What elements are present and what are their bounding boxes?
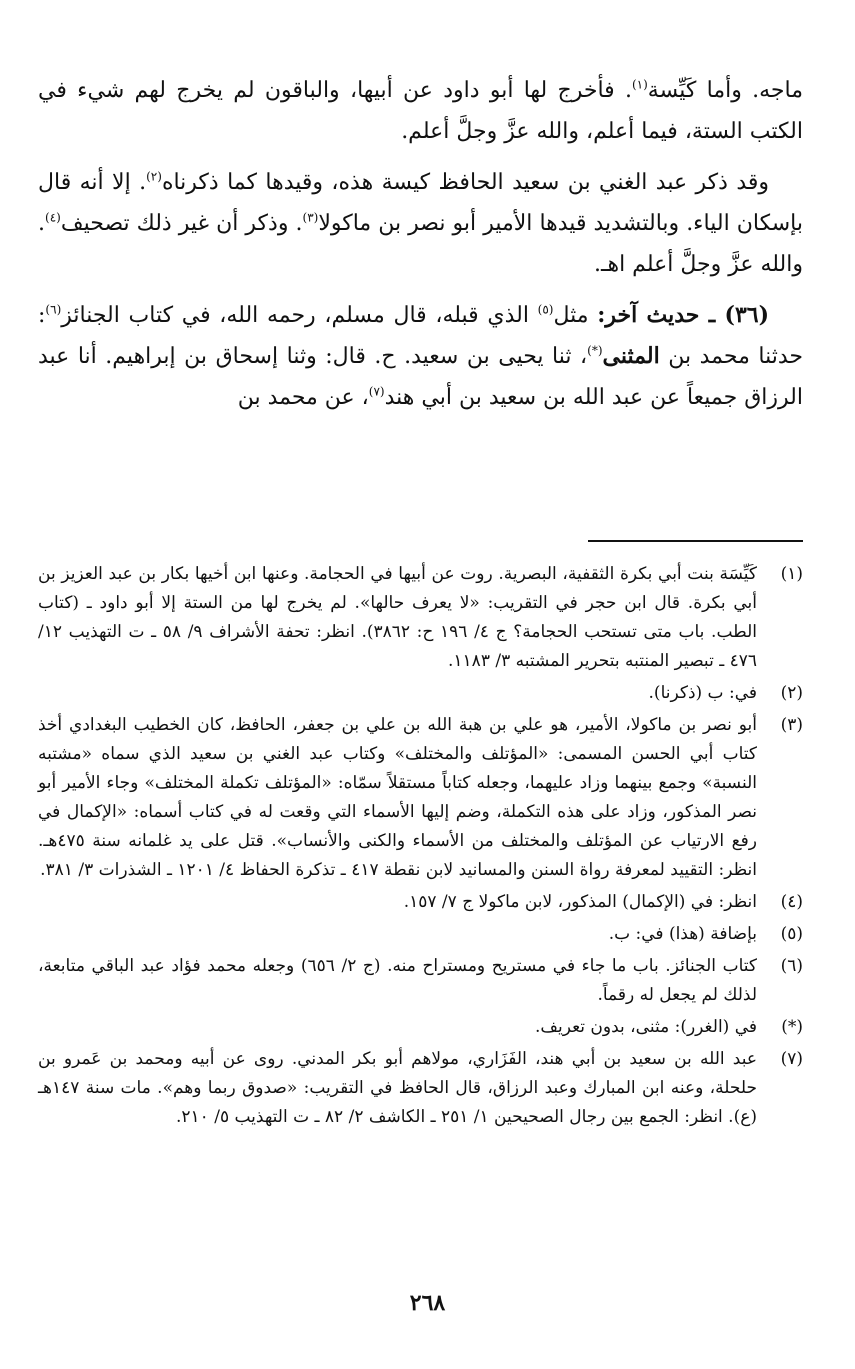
footnote-ref: (٥) <box>537 302 554 317</box>
footnote <box>38 888 803 917</box>
footnote-ref: (٢) <box>146 169 162 184</box>
footnote-number: (*) <box>781 1017 803 1037</box>
text-run: ، ثنا يحيى بن سعيد. ح. قال: وثنا إسحاق بن إبراهيم. أنا عبد الرزاق جميعاً عن عبد الله بن سعيد بن أبي هند <box>38 344 803 410</box>
footnote-text: في: ب (ذكرنا). <box>648 683 757 703</box>
footnote-number: (٦) <box>780 956 803 976</box>
text-run: . وذكر أن غير ذلك تصحيف <box>60 211 303 236</box>
text-run: ماجه. وأما كَيِّسة <box>647 78 803 103</box>
paragraph-2 <box>38 162 803 285</box>
page <box>38 70 803 1369</box>
footnote-number: (٤) <box>780 892 803 912</box>
bold-name: المثنى <box>602 343 660 369</box>
text-run: . إلا أنه قال بإسكان الياء. وبالتشديد قيدها الأمير أبو نصر بن ماكولا <box>38 170 803 236</box>
footnote-divider <box>588 540 803 542</box>
footnote-number: (٧) <box>780 1049 803 1069</box>
footnote <box>38 1013 803 1042</box>
footnote-text: عبد الله بن سعيد بن أبي هند، الفَزَاري، مولاهم أبو بكر المدني. روى عن أبيه ومحمد بن عَمرو بن حلحلة، وعنه ابن المبارك وعبد الرزاق، قال الحافظ في التقريب: «صدوق ربما وهم». مات سنة ١٤٧هـ (ع). انظر: الجمع بين رجال الصحيحين ١/ ٢٥١ ـ الكاشف ٢/ ٨٢ ـ ت التهذيب ٥/ ٢١٠. <box>38 1049 757 1127</box>
footnote-ref: (٤) <box>45 210 61 225</box>
footnote-number: (٢) <box>780 683 803 703</box>
text-run: مثل <box>553 303 598 328</box>
text-run: : حدثنا محمد بن <box>38 303 803 369</box>
page-number: ٢٦٨ <box>409 1290 446 1316</box>
paragraph-1 <box>38 70 803 152</box>
text-run: . والله عزَّ وجلَّ أعلم اهـ. <box>38 211 803 277</box>
footnote-text: بإضافة (هذا) في: ب. <box>608 924 757 944</box>
footnote-text: في (الغرر): مثنى، بدون تعريف. <box>534 1017 757 1037</box>
footnote-text: كتاب الجنائز. باب ما جاء في مستريح ومستراح منه. (ج ٢/ ٦٥٦) وجعله محمد فؤاد عبد الباقي متابعة، لذلك لم يجعل له رقماً. <box>38 956 757 1005</box>
text-run: وقد ذكر عبد الغني بن سعيد الحافظ كيسة هذه، وقيدها كما ذكرناه <box>161 170 770 195</box>
footnote <box>38 952 803 1010</box>
footnote <box>38 920 803 949</box>
footnote <box>38 679 803 708</box>
footnote-text: انظر: في (الإكمال) المذكور، لابن ماكولا ج ٧/ ١٥٧. <box>403 892 757 912</box>
footnote-number: (٥) <box>780 924 803 944</box>
footnote-text: كَيِّسَة بنت أبي بكرة الثقفية، البصرية. روت عن أبيها في الحجامة. وعنها ابن أخيها بكار بن عبد العزيز بن أبي بكرة. قال ابن حجر في التقريب: «لا يعرف حالها». لم يخرج لها من الستة إلا أبو داود ـ (كتاب الطب. باب متى تستحب الحجامة؟ ج ٤/ ١٩٦ ح: ٣٨٦٢). انظر: تحفة الأشراف ٩/ ٥٨ ـ ت التهذيب ١٢/ ٤٧٦ ـ تبصير المنتبه بتحرير المشتبه ٣/ ١١٨٣. <box>38 564 757 671</box>
footnote <box>38 1045 803 1132</box>
text-run: ، عن محمد بن <box>237 385 369 410</box>
footnote-ref: (١) <box>631 77 648 92</box>
footnotes <box>38 560 803 1135</box>
footnote-ref: (٧) <box>368 384 385 399</box>
main-text <box>38 70 803 418</box>
paragraph-3 <box>38 295 803 418</box>
text-run: . فأخرج لها أبو داود عن أبيها، والباقون لم يخرج لهم شيء في الكتب الستة، فيما أعلم، والله عزَّ وجلَّ أعلم. <box>38 78 803 144</box>
footnote-number: (١) <box>780 564 803 584</box>
footnote <box>38 711 803 885</box>
footnote <box>38 560 803 676</box>
footnote-ref: (*) <box>587 343 603 358</box>
footnote-ref: (٣) <box>302 210 319 225</box>
footnote-text: أبو نصر بن ماكولا، الأمير، هو علي بن هبة الله بن علي بن جعفر، الحافظ، كان الخطيب البغدادي أخذ كتاب أبي الحسن المسمى: «المؤتلف والمختلف» وكتاب عبد الغني بن سعيد الذي سماه «مشتبه النسبة» وجمع بينهما وزاد عليهما، وجعله كتاباً مستقلاً سمّاه: «المؤتلف تكملة المختلف» وجاء الأمير أبو نصر المذكور، وزاد على هذه التكملة، وضم إليها الأسماء التي وقعت له في كتاب أسماه: «الإكمال في رفع الارتياب عن المؤتلف والمختلف من الأسماء والكنى والأنساب». قتل على يد غلمانه سنة ٤٧٥هـ. انظر: التقييد لمعرفة رواة السنن والمسانيد لابن نقطة ٤١٧ ـ تذكرة الحفاظ ٤/ ١٢٠١ ـ الشذرات ٣/ ٣٨١. <box>38 715 757 880</box>
hadith-heading: (٣٦) ـ حديث آخر: <box>597 302 770 328</box>
text-run: الذي قبله، قال مسلم، رحمه الله، في كتاب الجنائز <box>61 303 538 328</box>
footnote-number: (٣) <box>780 715 803 735</box>
footnote-ref: (٦) <box>45 302 62 317</box>
